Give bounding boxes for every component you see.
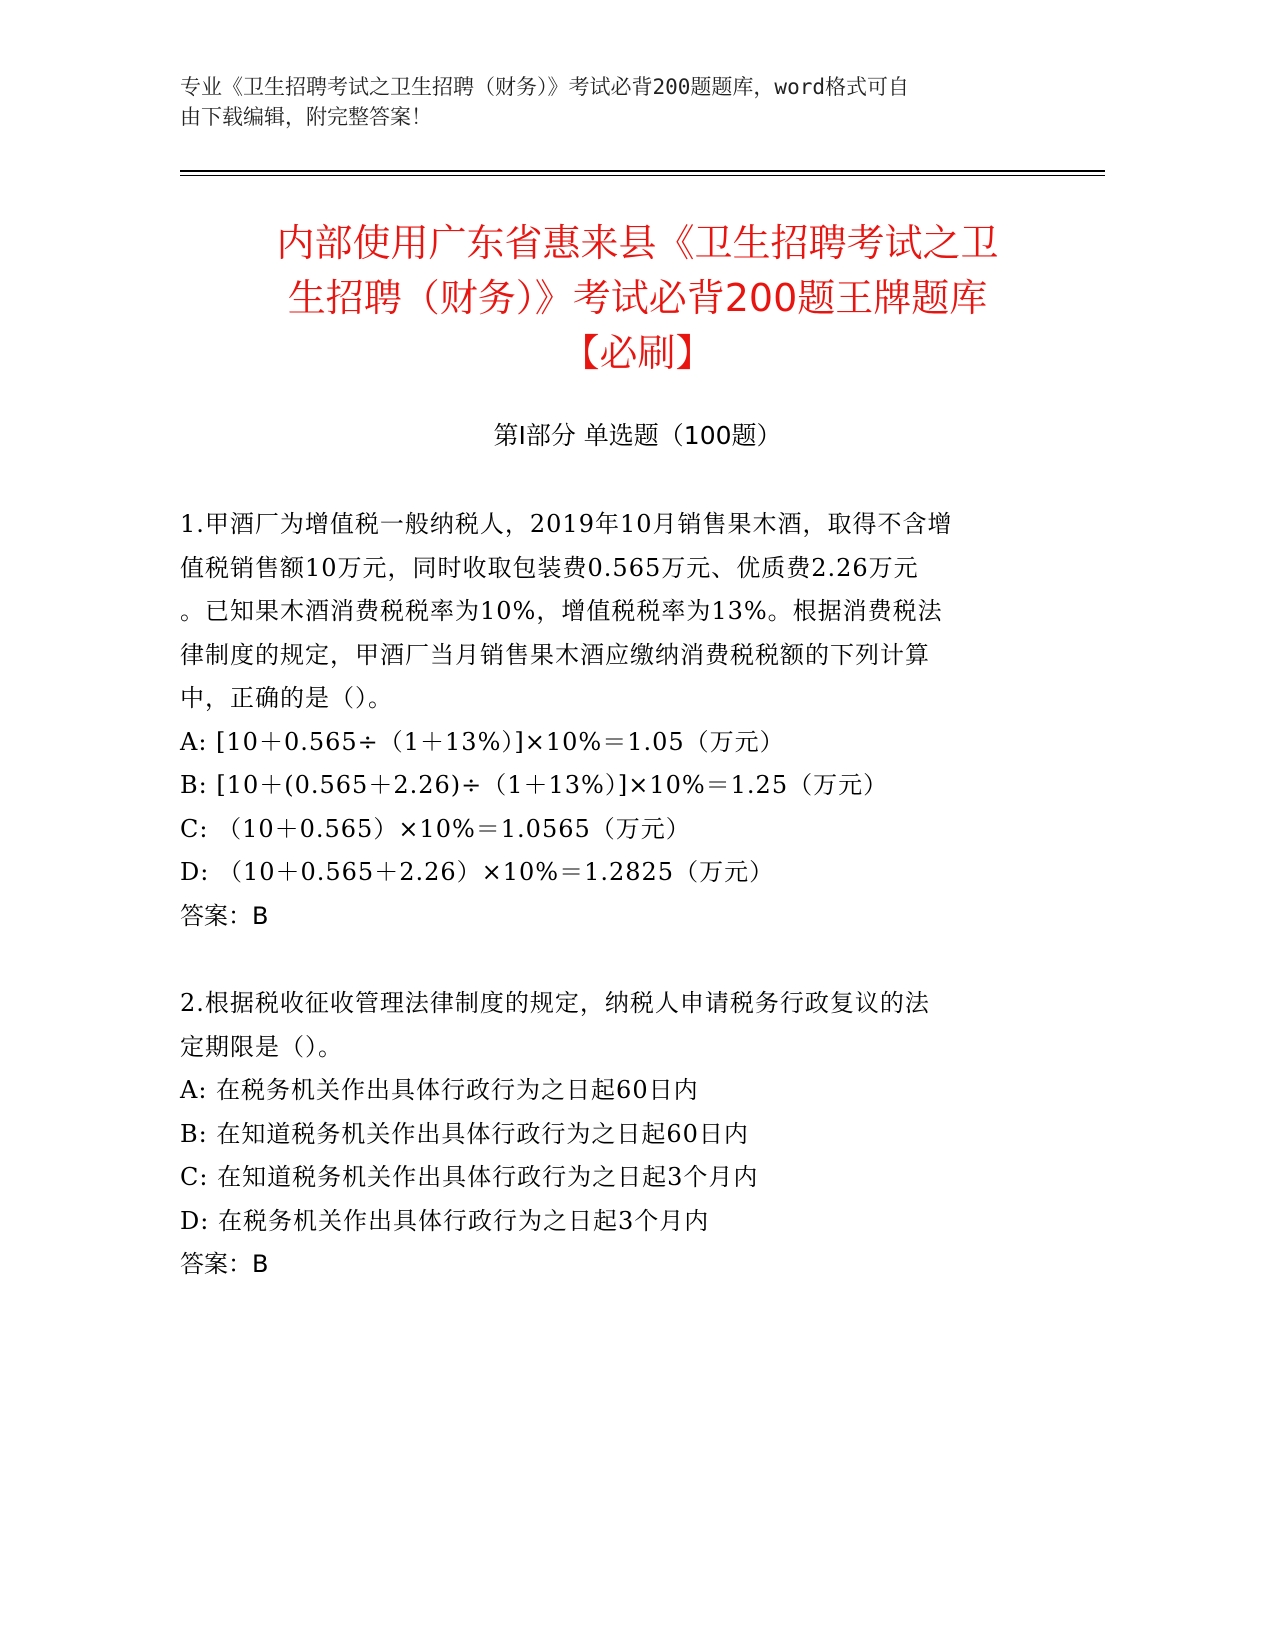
- option-a: A: 在税务机关作出具体行政行为之日起60日内: [180, 1076, 699, 1104]
- intro-text: 专业《卫生招聘考试之卫生招聘（财务）》考试必背200题题库，word格式可自 由下载编辑，附完整答案！: [180, 75, 909, 129]
- header-divider-thin: [180, 175, 1105, 176]
- question-2: [180, 982, 1060, 1287]
- option-b: B: [10＋(0.565＋2.26)÷（1＋13%）]×10%＝1.25（万元）: [180, 771, 889, 799]
- document-title: 内部使用广东省惠来县《卫生招聘考试之卫 生招聘（财务）》考试必背200题王牌题库 【必刷】: [276, 221, 999, 375]
- option-d: D: 在税务机关作出具体行政行为之日起3个月内: [180, 1206, 710, 1235]
- header-divider-thick: [180, 170, 1105, 172]
- question-stem: 1.甲酒厂为增值税一般纳税人，2019年10月销售果木酒，取得不含增 值税销售额10万元，同时收取包装费0.565万元、优质费2.26万元 。已知果木酒消费税税率为10%，增值税税率为13%。根据消费税法 律制度的规定，甲酒厂当月销售果木酒应缴纳消费税税额的下列计算 中，正确的是（）。: [180, 510, 953, 712]
- option-b: B: 在知道税务机关作出具体行政行为之日起60日内: [180, 1119, 749, 1148]
- question-stem: 2.根据税收征收管理法律制度的规定，纳税人申请税务行政复议的法 定期限是（）。: [180, 989, 930, 1061]
- answer-label: 答案：B: [180, 1250, 269, 1278]
- answer-label: 答案：B: [180, 901, 269, 930]
- option-d: D: （10＋0.565＋2.26）×10%＝1.2825（万元）: [180, 858, 775, 886]
- option-c: C: 在知道税务机关作出具体行政行为之日起3个月内: [180, 1163, 759, 1191]
- option-a: A: [10＋0.565÷（1＋13%）]×10%＝1.05（万元）: [180, 727, 785, 756]
- option-c: C: （10＋0.565）×10%＝1.0565（万元）: [180, 814, 691, 843]
- section-heading: 第Ⅰ部分 单选题（100题）: [493, 421, 782, 450]
- question-1: [180, 503, 1060, 938]
